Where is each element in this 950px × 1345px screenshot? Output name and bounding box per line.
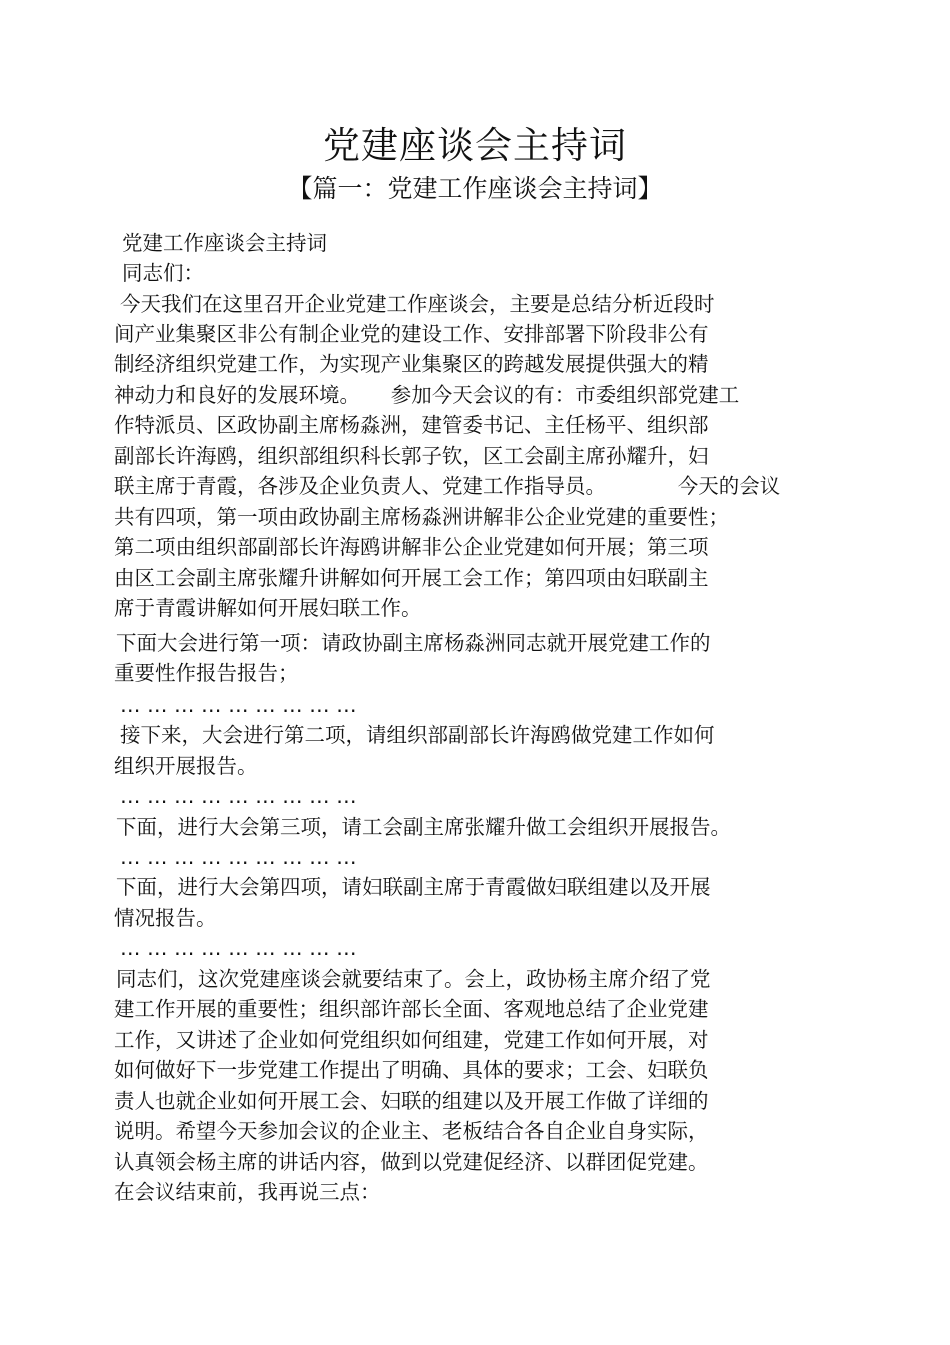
text-line: 组织开展报告。 xyxy=(114,754,258,778)
document-title: 党建座谈会主持词 xyxy=(323,124,627,167)
text-line: 重要性作报告报告； xyxy=(114,661,299,685)
text-line: 下面，进行大会第三项，请工会副主席张耀升做工会组织开展报告。 xyxy=(116,815,731,839)
text-line: 间产业集聚区非公有制企业党的建设工作、安排部署下阶段非公有 xyxy=(114,322,709,346)
text-line: 制经济组织党建工作，为实现产业集聚区的跨越发展提供强大的精 xyxy=(114,352,709,376)
ellipsis-line: … … … … … … … … … xyxy=(120,936,357,960)
text-line: 说明。希望今天参加会议的企业主、老板结合各自企业自身实际， xyxy=(114,1119,709,1143)
text-line: 建工作开展的重要性；组织部许部长全面、客观地总结了企业党建 xyxy=(114,997,709,1021)
text-line: 共有四项，第一项由政协副主席杨淼洲讲解非公企业党建的重要性； xyxy=(114,505,729,529)
text-line: 接下来，大会进行第二项，请组织部副部长许海鸥做党建工作如何 xyxy=(120,723,715,747)
text-line: 工作，又讲述了企业如何党组织如何组建，党建工作如何开展，对 xyxy=(114,1028,709,1052)
text-line: 情况报告。 xyxy=(114,906,217,930)
text-line: 今天我们在这里召开企业党建工作座谈会，主要是总结分析近段时 xyxy=(120,292,715,316)
text-line: 联主席于青霞，各涉及企业负责人、党建工作指导员。 今天的会议 xyxy=(114,474,781,498)
text-line: 责人也就企业如何开展工会、妇联的组建以及开展工作做了详细的 xyxy=(114,1089,709,1113)
text-line: 党建工作座谈会主持词 xyxy=(122,231,327,255)
ellipsis-line: … … … … … … … … … xyxy=(120,784,357,808)
ellipsis-line: … … … … … … … … … xyxy=(120,845,357,869)
text-line: 由区工会副主席张耀升讲解如何开展工会工作；第四项由妇联副主 xyxy=(114,566,709,590)
text-line: 第二项由组织部副部长许海鸥讲解非公企业党建如何开展；第三项 xyxy=(114,535,709,559)
text-line: 席于青霞讲解如何开展妇联工作。 xyxy=(114,596,422,620)
text-line: 作特派员、区政协副主席杨淼洲，建管委书记、主任杨平、组织部 xyxy=(114,413,709,437)
text-line: 副部长许海鸥，组织部组织科长郭子钦，区工会副主席孙耀升，妇 xyxy=(114,444,709,468)
text-line: 认真领会杨主席的讲话内容，做到以党建促经济、以群团促党建。 xyxy=(114,1150,709,1174)
ellipsis-line: … … … … … … … … … xyxy=(120,693,357,717)
text-line: 同志们，这次党建座谈会就要结束了。会上，政协杨主席介绍了党 xyxy=(116,967,711,991)
text-line: 下面大会进行第一项：请政协副主席杨淼洲同志就开展党建工作的 xyxy=(116,631,711,655)
text-line: 如何做好下一步党建工作提出了明确、具体的要求；工会、妇联负 xyxy=(114,1058,709,1082)
text-line: 同志们： xyxy=(122,261,204,285)
text-line: 下面，进行大会第四项，请妇联副主席于青霞做妇联组建以及开展 xyxy=(116,875,711,899)
text-line: 在会议结束前，我再说三点： xyxy=(114,1180,381,1204)
document-subtitle: 【篇一：党建工作座谈会主持词】 xyxy=(287,174,663,203)
text-line: 神动力和良好的发展环境。 参加今天会议的有：市委组织部党建工 xyxy=(114,383,740,407)
